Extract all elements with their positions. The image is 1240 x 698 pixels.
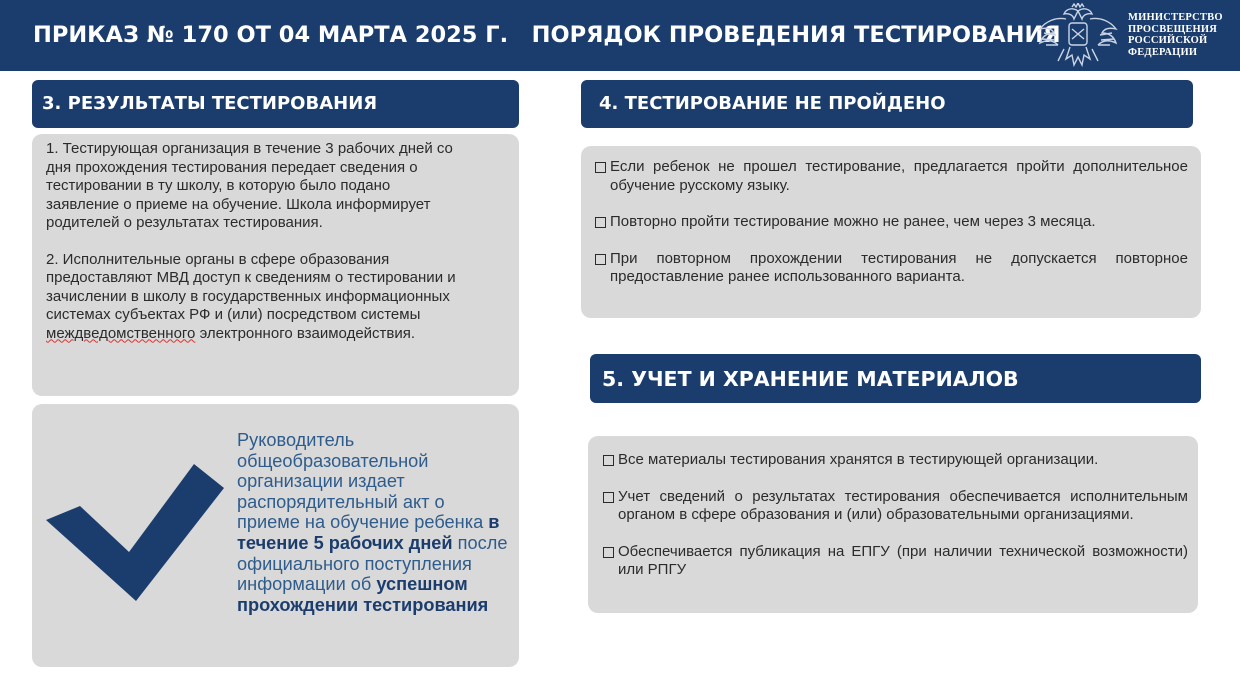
checkmark-icon [46,464,224,604]
section-4-header [581,80,1193,128]
list-item: Учет сведений о результатах тестирования обеспечивается исполнительным органом в сфере образования и (или) образовательными организациями. [603,488,1188,525]
section-3-text [46,140,466,343]
ministry-name: МИНИСТЕРСТВО ПРОСВЕЩЕНИЯ РОССИЙСКОЙ ФЕДЕРАЦИИ [1128,12,1223,58]
section-4-list [595,158,1188,287]
checkbox-bullet-icon [603,547,614,558]
list-item: При повторном прохождении тестирования не допускается повторное предоставление ранее использованного варианта. [595,250,1188,287]
checkbox-bullet-icon [595,217,606,228]
checkbox-bullet-icon [595,162,606,173]
list-item: Все материалы тестирования хранятся в тестирующей организации. [603,451,1188,470]
list-item: Обеспечивается публикация на ЕПГУ (при наличии технической возможности) или РПГУ [603,543,1188,580]
section-3-paragraph-1: 1. Тестирующая организация в течение 3 рабочих дней со дня прохождения тестирования передает сведения о тестировании в ту школу, в которую было подано заявление о приеме на обучение. Школа информирует родителей о результатах тестирования. [46,140,453,231]
checkbox-bullet-icon [595,254,606,265]
page-title: ПРИКАЗ № 170 ОТ 04 МАРТА 2025 Г. ПОРЯДОК ПРОВЕДЕНИЯ ТЕСТИРОВАНИЯ [33,22,1061,48]
section-3-header [32,80,519,128]
misspelled-word: междведомственного [46,324,196,342]
section-3-title: 3. РЕЗУЛЬТАТЫ ТЕСТИРОВАНИЯ [42,93,378,114]
section-5-list [603,451,1188,580]
checkbox-bullet-icon [603,455,614,466]
section-3-paragraph-2: 2. Исполнительные органы в сфере образования предоставляют МВД доступ к сведениям о тестировании и зачислении в школу в государственных информационных системах субъектах РФ и (или) посредством системы междведомственного электронного взаимодействия. [46,250,456,342]
section-5-header [590,354,1201,403]
double-headed-eagle-icon [1036,3,1120,69]
section-5-title: 5. УЧЕТ И ХРАНЕНИЕ МАТЕРИАЛОВ [602,367,1019,391]
list-item: Если ребенок не прошел тестирование, предлагается пройти дополнительное обучение русскому языку. [595,158,1188,195]
header-bar [0,0,1240,71]
checkbox-bullet-icon [603,492,614,503]
checkmark-text: Руководитель общеобразовательной организации издает распорядительный акт о приеме на обучение ребенка в течение 5 рабочих дней после официального поступления информации об успешном прохождении тестирования [237,430,508,615]
list-item: Повторно пройти тестирование можно не ранее, чем через 3 месяца. [595,213,1188,232]
section-4-title: 4. ТЕСТИРОВАНИЕ НЕ ПРОЙДЕНО [599,93,946,114]
